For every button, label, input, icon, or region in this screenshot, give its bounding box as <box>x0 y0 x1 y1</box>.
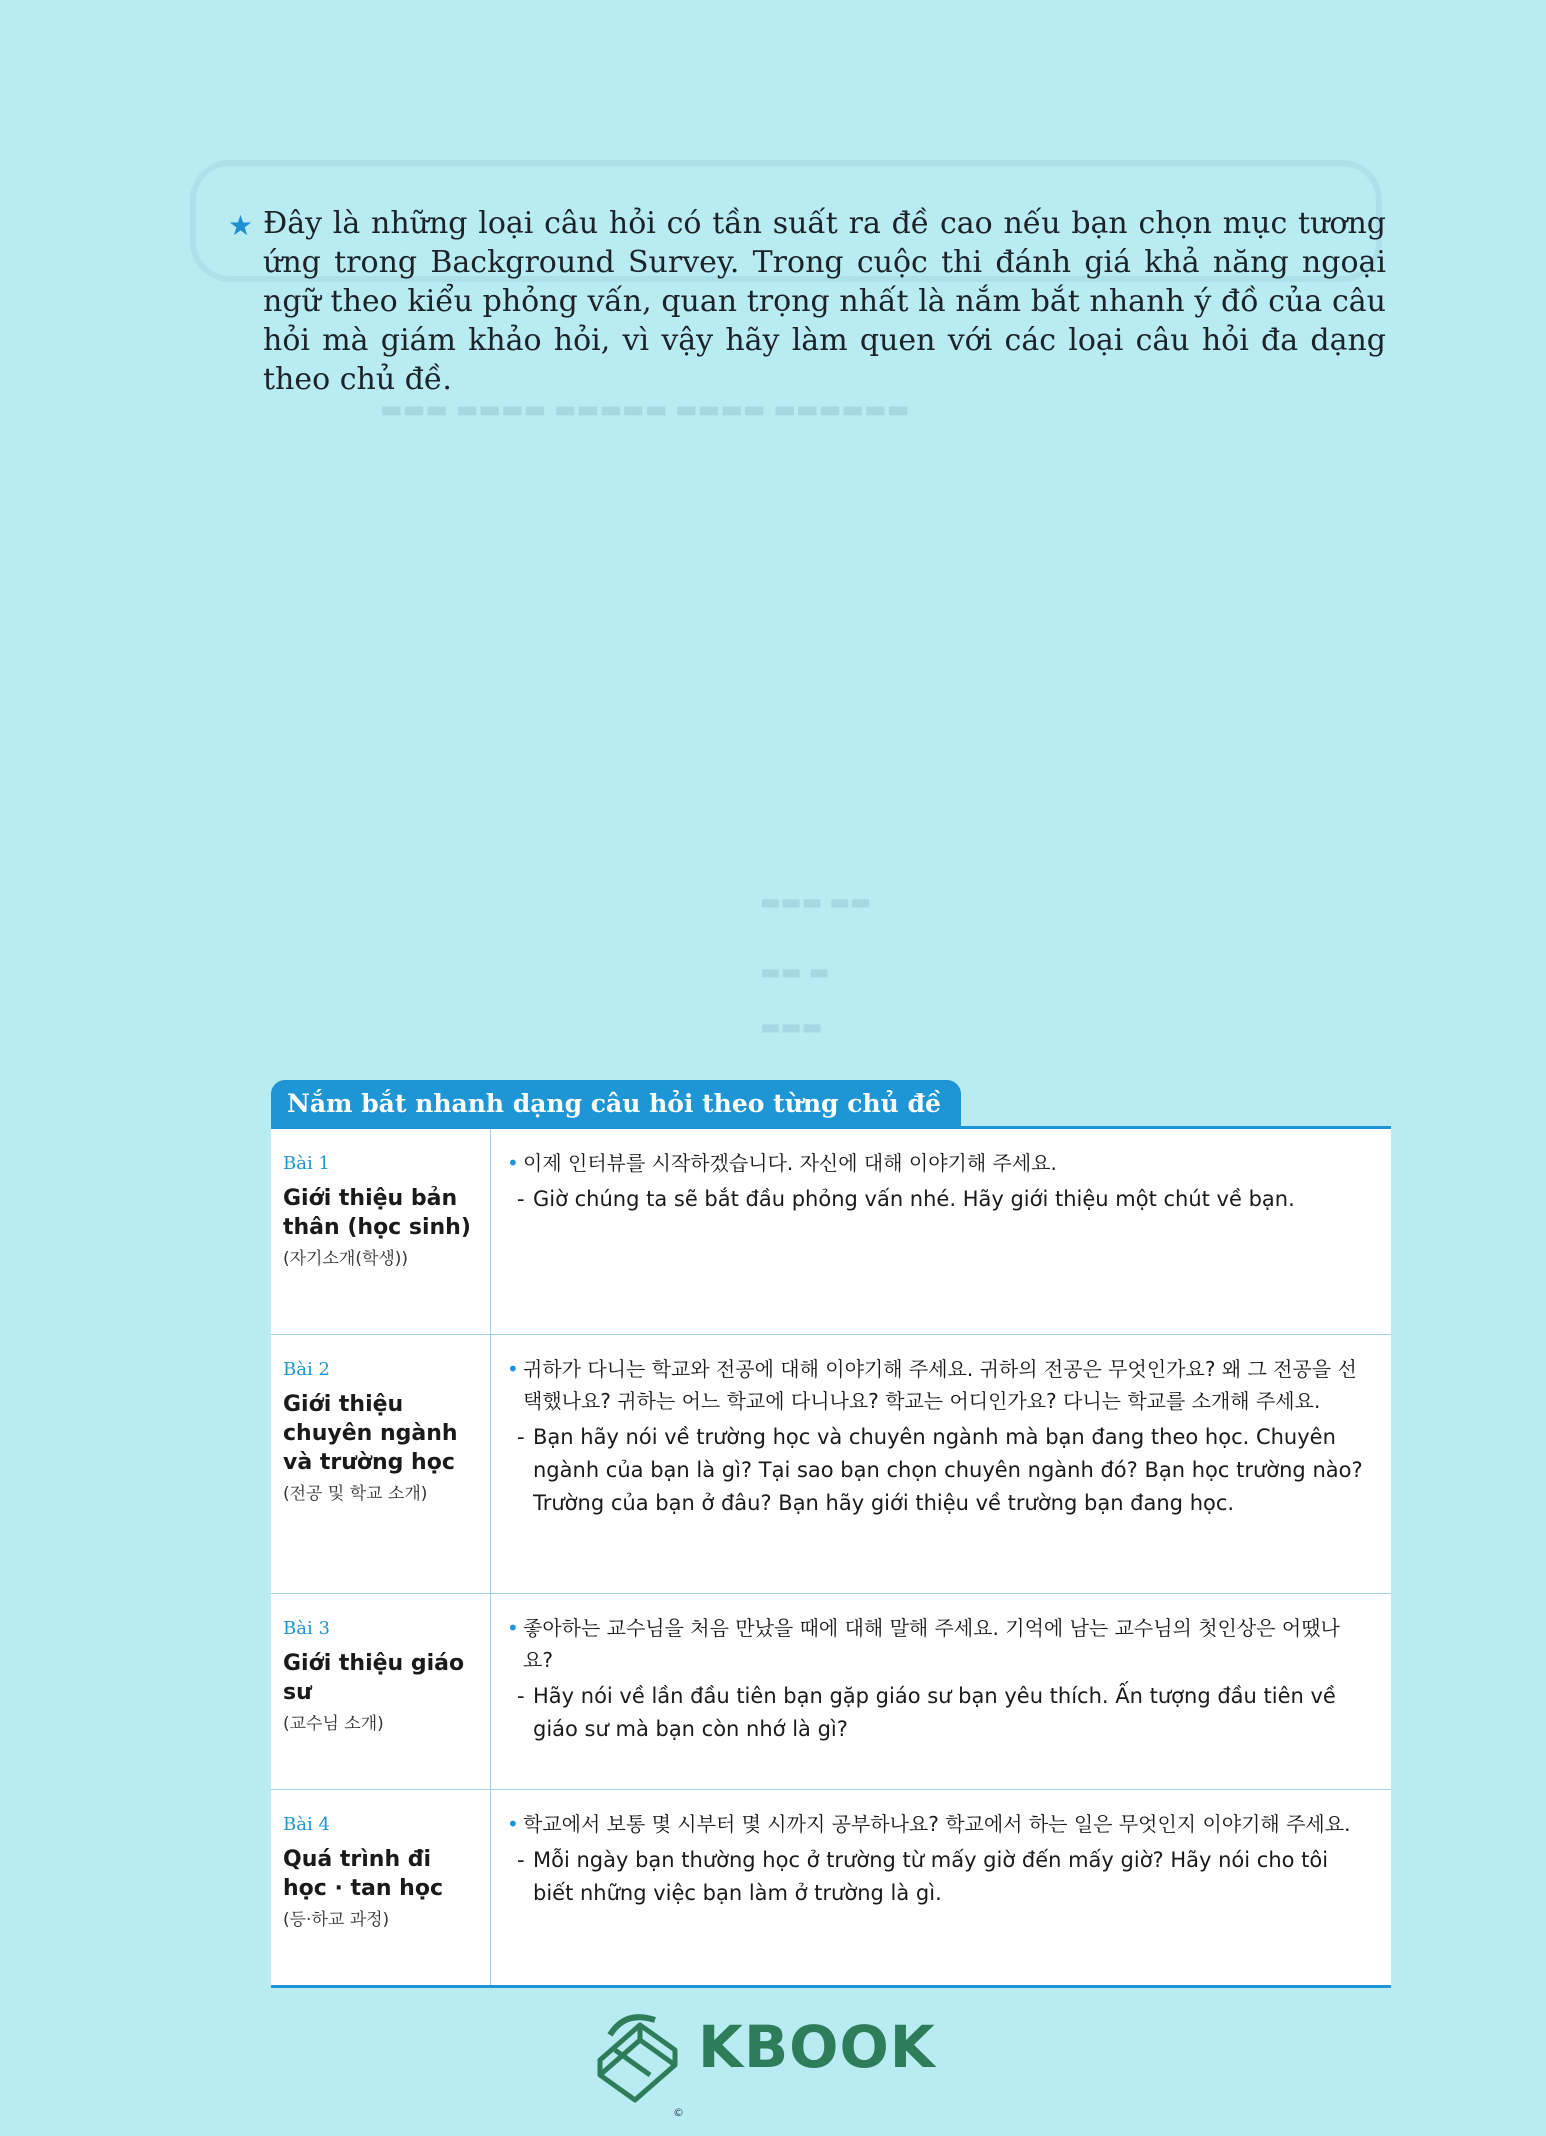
bleed-through-text: ▬▬▬ ▬▬▬▬ ▬▬▬▬▬ ▬▬▬▬ ▬▬▬▬▬▬ <box>380 395 910 423</box>
question-korean-text: 학교에서 보통 몇 시부터 몇 시까지 공부하나요? 학교에서 하는 일은 무엇인지 이야기해 주세요. <box>523 1812 1351 1836</box>
question-korean <box>505 1353 1367 1417</box>
lesson-title: Giới thiệu giáo sư <box>283 1651 465 1705</box>
lesson-cell <box>271 1594 491 1789</box>
topic-section <box>271 1080 1391 1988</box>
question-cell <box>491 1129 1391 1334</box>
question-korean-text: 좋아하는 교수님을 처음 만났을 때에 대해 말해 주세요. 기억에 남는 교수님의 첫인상은 어땠나요? <box>523 1616 1340 1672</box>
question-korean <box>505 1612 1367 1676</box>
book-icon <box>580 2005 690 2115</box>
copyright-mark: © <box>673 2106 684 2119</box>
question-vietnamese-text: Hãy nói về lần đầu tiên bạn gặp giáo sư bạn yêu thích. Ấn tượng đầu tiên về giáo sư mà bạn còn nhớ là gì? <box>533 1684 1336 1741</box>
logo-text: KBOOK <box>698 2013 936 2081</box>
intro-text: Đây là những loại câu hỏi có tần suất ra đề cao nếu bạn chọn mục tương ứng trong Background Survey. Trong cuộc thi đánh giá khả năng ngoại ngữ theo kiểu phỏng vấn, quan trọng nhất là nắm bắt nhanh ý đồ của câu hỏi mà giám khảo hỏi, vì vậy hãy làm quen với các loại câu hỏi đa dạng theo chủ đề. <box>263 206 1386 397</box>
lesson-number: Bài 2 <box>283 1359 330 1380</box>
table-row <box>271 1129 1391 1334</box>
lesson-cell <box>271 1129 491 1334</box>
lesson-subtitle: (교수님 소개) <box>283 1714 384 1734</box>
question-table <box>271 1126 1391 1988</box>
lesson-number: Bài 3 <box>283 1618 330 1639</box>
question-vietnamese <box>505 1844 1367 1910</box>
dash-marker: - <box>517 1425 525 1449</box>
bullet-icon: • <box>507 1616 519 1640</box>
lesson-cell <box>271 1335 491 1593</box>
question-cell <box>491 1335 1391 1593</box>
bleed-through-text: ▬▬▬ <box>760 1015 823 1040</box>
lesson-title: Giới thiệu chuyên ngành và trường học <box>283 1392 458 1475</box>
star-icon: ★ <box>228 209 254 242</box>
bleed-through-text: ▬▬▬ ▬▬ <box>760 890 871 915</box>
intro-paragraph <box>228 204 1386 399</box>
dash-marker: - <box>517 1848 525 1872</box>
question-vietnamese-text: Bạn hãy nói về trường học và chuyên ngành mà bạn đang theo học. Chuyên ngành của bạn là gì? Tại sao bạn chọn chuyên ngành đó? Bạn học trường nào? Trường của bạn ở đâu? Bạn hãy giới thiệu về trường bạn đang học. <box>533 1425 1363 1515</box>
lesson-cell <box>271 1790 491 1985</box>
lesson-subtitle: (등·하교 과정) <box>283 1910 390 1930</box>
table-row <box>271 1789 1391 1985</box>
question-cell <box>491 1594 1391 1789</box>
lesson-title: Quá trình đi học · tan học <box>283 1847 443 1901</box>
question-vietnamese-text: Giờ chúng ta sẽ bắt đầu phỏng vấn nhé. Hãy giới thiệu một chút về bạn. <box>533 1187 1295 1211</box>
kbook-logo <box>580 2005 980 2119</box>
dash-marker: - <box>517 1187 525 1211</box>
bullet-icon: • <box>507 1151 519 1175</box>
lesson-subtitle: (전공 및 학교 소개) <box>283 1484 428 1504</box>
question-vietnamese-text: Mỗi ngày bạn thường học ở trường từ mấy giờ đến mấy giờ? Hãy nói cho tôi biết những việc bạn làm ở trường là gì. <box>533 1848 1329 1905</box>
lesson-title: Giới thiệu bản thân (học sinh) <box>283 1186 471 1240</box>
dash-marker: - <box>517 1684 525 1708</box>
lesson-number: Bài 4 <box>283 1814 330 1835</box>
question-korean-text: 귀하가 다니는 학교와 전공에 대해 이야기해 주세요. 귀하의 전공은 무엇인가요? 왜 그 전공을 선택했나요? 귀하는 어느 학교에 다니나요? 학교는 어디인가요? 다니는 학교를 소개해 주세요. <box>523 1357 1357 1413</box>
table-row <box>271 1334 1391 1593</box>
question-vietnamese <box>505 1421 1367 1520</box>
bleed-through-text: ▬▬ ▬ <box>760 960 830 985</box>
question-korean-text: 이제 인터뷰를 시작하겠습니다. 자신에 대해 이야기해 주세요. <box>523 1151 1057 1175</box>
question-korean <box>505 1147 1367 1179</box>
question-korean <box>505 1808 1367 1840</box>
bullet-icon: • <box>507 1357 519 1381</box>
question-vietnamese <box>505 1680 1367 1746</box>
bullet-icon: • <box>507 1812 519 1836</box>
section-title: Nắm bắt nhanh dạng câu hỏi theo từng chủ đề <box>271 1080 961 1126</box>
question-cell <box>491 1790 1391 1985</box>
lesson-subtitle: (자기소개(학생)) <box>283 1249 409 1269</box>
question-vietnamese <box>505 1183 1367 1216</box>
lesson-number: Bài 1 <box>283 1153 330 1174</box>
table-row <box>271 1593 1391 1789</box>
